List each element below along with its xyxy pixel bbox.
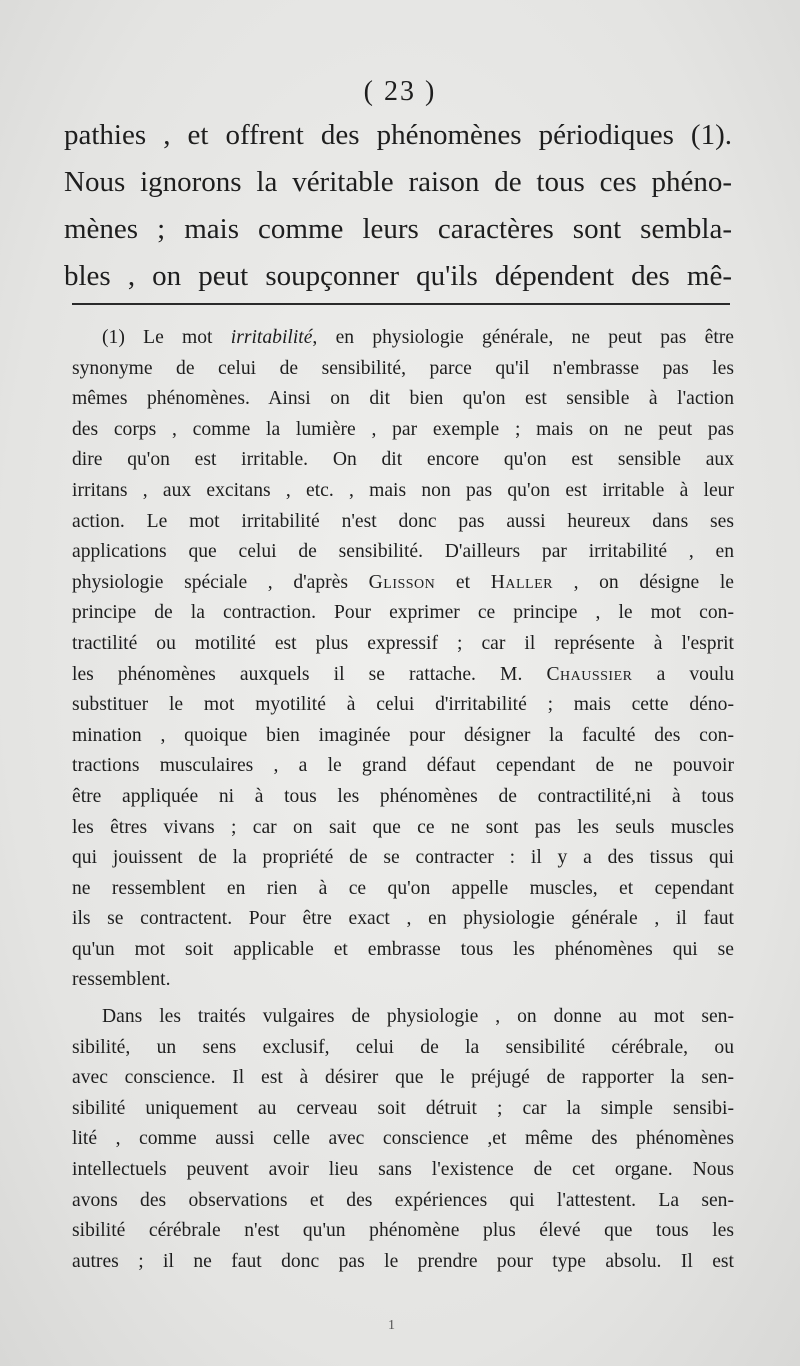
- footnote-line: des corps , comme la lumière , par exemple ; mais on ne peut pas: [72, 418, 734, 440]
- author-name: Chaussier: [546, 663, 633, 685]
- footnote-line: avec conscience. Il est à désirer que le préjugé de rapporter la sen-: [72, 1067, 734, 1089]
- footnote: [72, 323, 734, 1277]
- footnote-line: dire qu'on est irritable. On dit encore qu'on est sensible aux: [72, 449, 734, 471]
- footnote-line: qui jouissent de la propriété de se contracter : il y a des tissus qui: [72, 847, 734, 869]
- footnote-line: sibilité cérébrale n'est qu'un phénomène plus élevé que tous les: [72, 1220, 734, 1242]
- author-name: Haller: [490, 571, 553, 593]
- italic-term: irritabilité: [230, 327, 313, 348]
- footnote-line: principe de la contraction. Pour exprimer ce principe , le mot con-: [72, 602, 734, 624]
- footnote-line: sibilité, un sens exclusif, celui de la sensibilité cérébrale, ou: [72, 1036, 734, 1058]
- footnote-text: , on désigne le: [552, 571, 734, 593]
- main-line: mènes ; mais comme leurs caractères sont sembla-: [64, 213, 732, 245]
- footnote-line: ressemblent.: [72, 969, 171, 991]
- footnote-line: ne ressemblent en rien à ce qu'on appelle muscles, et cependant: [72, 877, 734, 899]
- main-line: pathies , et offrent des phénomènes périodiques (1).: [64, 119, 732, 151]
- footnote-text: , en physiologie générale, ne peut pas être: [312, 327, 734, 348]
- main-text: [64, 112, 732, 300]
- page-number: ( 23 ): [363, 76, 437, 107]
- footnote-line: irritans , aux excitans , etc. , mais non pas qu'on est irritable à leur: [72, 479, 734, 501]
- footnote-line: mination , quoique bien imaginée pour désigner la faculté des con-: [72, 724, 734, 746]
- footnote-line: tractions musculaires , a le grand défaut cependant de ne pouvoir: [72, 755, 734, 777]
- footnote-line: être appliquée ni à tous les phénomènes de contractilité,ni à tous: [72, 785, 734, 807]
- footnote-text: physiologie spéciale , d'après: [72, 571, 369, 593]
- footnote-line: [72, 323, 734, 354]
- footnote-line: lité , comme aussi celle avec conscience ,et même des phénomènes: [72, 1128, 734, 1150]
- footnote-text: les phénomènes auxquels il se rattache. M.: [72, 663, 547, 685]
- footnote-line: [72, 660, 734, 691]
- main-line: bles , on peut soupçonner qu'ils dépendent des mê-: [64, 260, 732, 292]
- footnote-line: sibilité uniquement au cerveau soit détruit ; car la simple sensibi-: [72, 1097, 734, 1119]
- footnote-line: intellectuels peuvent avoir lieu sans l'existence de cet organe. Nous: [72, 1159, 734, 1181]
- footnote-line: [72, 568, 734, 599]
- footnote-line: autres ; il ne faut donc pas le prendre pour type absolu. Il est: [72, 1250, 734, 1272]
- footnote-line: substituer le mot myotilité à celui d'irritabilité ; mais cette déno-: [72, 694, 734, 716]
- footnote-line: action. Le mot irritabilité n'est donc pas aussi heureux dans ses: [72, 510, 734, 532]
- footnote-line: ils se contractent. Pour être exact , en physiologie générale , il faut: [72, 908, 734, 930]
- footnote-line: avons des observations et des expériences qui l'attestent. La sen-: [72, 1189, 734, 1211]
- footnote-line: Dans les traités vulgaires de physiologie , on donne au mot sen-: [102, 1006, 734, 1028]
- footnote-line: mêmes phénomènes. Ainsi on dit bien qu'on est sensible à l'action: [72, 388, 734, 410]
- author-name: Glisson: [368, 571, 436, 593]
- footnote-text: a voulu: [632, 663, 735, 685]
- footnote-line: applications que celui de sensibilité. D'ailleurs par irritabilité , en: [72, 541, 734, 563]
- footnote-line: les êtres vivans ; car on sait que ce ne sont pas les seuls muscles: [72, 816, 734, 838]
- footnote-line: qu'un mot soit applicable et embrasse tous les phénomènes qui se: [72, 938, 734, 960]
- footnote-separator-rule: [72, 303, 730, 305]
- footnote-text: (1) Le mot: [102, 327, 231, 348]
- main-line: Nous ignorons la véritable raison de tous ces phéno-: [64, 166, 732, 198]
- bottom-mark: 1: [388, 1318, 395, 1333]
- footnote-line: tractilité ou motilité est plus expressif ; car il représente à l'esprit: [72, 632, 734, 654]
- footnote-text: et: [435, 571, 491, 593]
- footnote-line: synonyme de celui de sensibilité, parce qu'il n'embrasse pas les: [72, 357, 734, 379]
